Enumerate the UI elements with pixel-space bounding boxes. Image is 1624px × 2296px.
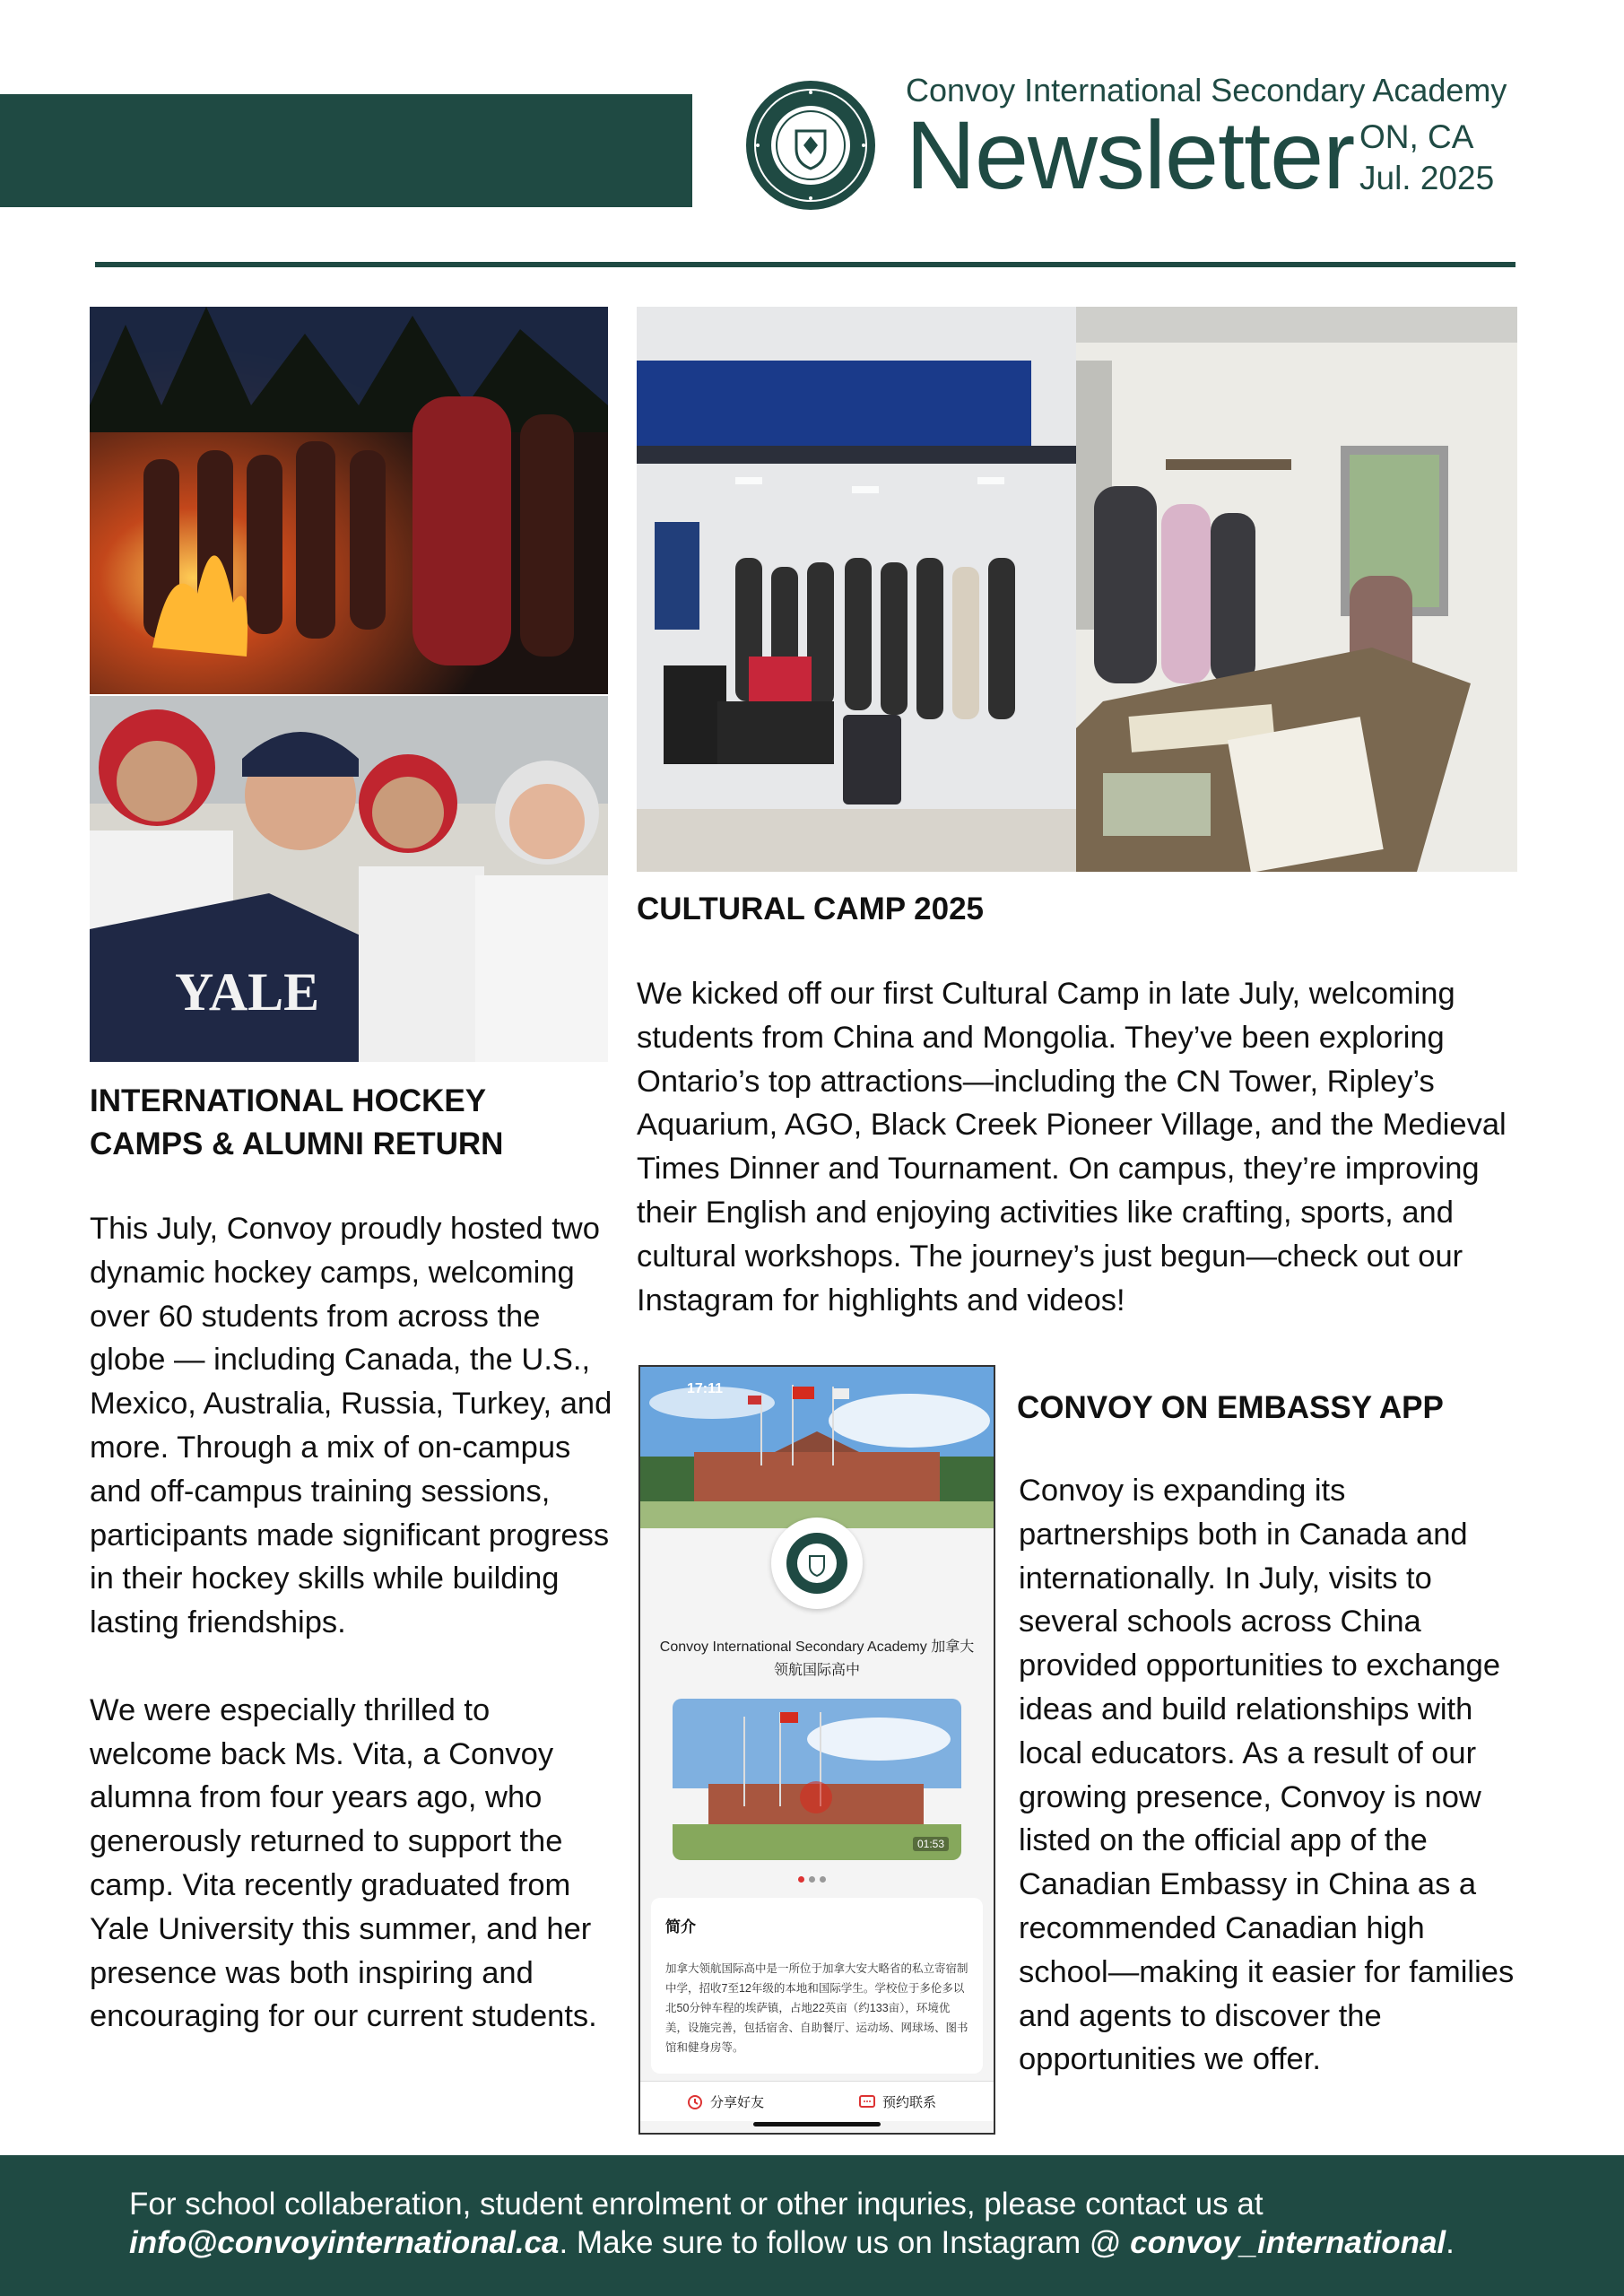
share-button[interactable] [687, 2092, 764, 2111]
footer-text-middle: . Make sure to follow us on Instagram @ [559, 2225, 1131, 2260]
hockey-paragraph-1: This July, Convoy proudly hosted two dynamic hockey camps, welcoming over 60 students from across the globe — including Canada, the U.S., Mexico, Australia, Russia, Turkey, and more. Through a mix of on-campus and off-campus training sessions, participants made significant progress in their hockey skills while building lasting friendships. [90, 1212, 612, 1640]
app-action-bar [640, 2081, 994, 2121]
carousel-dots [798, 1871, 830, 1887]
status-time: 17:11 [687, 1381, 724, 1396]
chat-icon [859, 2094, 875, 2110]
airport-group-photo [637, 307, 1076, 872]
issue-date: Jul. 2025 [1359, 160, 1495, 196]
school-name: Convoy International Secondary Academy [906, 72, 1507, 109]
intro-card [651, 1898, 983, 2074]
hockey-selfie-photo [90, 696, 608, 1062]
embassy-app-screenshot [638, 1365, 995, 2135]
share-label: 分享好友 [710, 2095, 765, 2110]
app-school-logo [771, 1518, 863, 1609]
embassy-body [1019, 1469, 1521, 2126]
footer-text-end: . [1446, 2225, 1455, 2260]
footer-contact-text [129, 2185, 1510, 2262]
cultural-body [637, 972, 1519, 1366]
cultural-heading: CULTURAL CAMP 2025 [637, 891, 985, 926]
school-seal-logo [744, 79, 877, 212]
share-icon [687, 2094, 703, 2110]
header-bar [0, 94, 692, 207]
embassy-heading: CONVOY ON EMBASSY APP [1017, 1390, 1444, 1425]
pioneer-village-photo [1076, 307, 1517, 872]
location: ON, CA [1359, 118, 1474, 155]
footer-text-intro: For school collaberation, student enrolment or other inquries, please contact us at [129, 2187, 1264, 2222]
campfire-photo [90, 307, 608, 694]
hockey-heading-line1: INTERNATIONAL HOCKEY [90, 1083, 487, 1118]
location-date [1359, 117, 1494, 199]
cultural-paragraph: We kicked off our first Cultural Camp in late July, welcoming students from China and Mongolia. They’ve been exploring Ontario’s top attractions—including the CN Tower, Ripley’s Aquarium, AGO, Black Creek Pioneer Village, and the Medieval Times Dinner and Tournament. On campus, they’re improving their English and enjoying activities like crafting, sports, and cultural workshops. The journey’s just begun—check out our Instagram for highlights and videos! [637, 977, 1507, 1318]
app-video-thumbnail[interactable] [673, 1699, 961, 1860]
embassy-paragraph: Convoy is expanding its partnerships both in Canada and internationally. In July, visits to several schools across China provided opportunities to exchange ideas and build relationships with local educators. As a result of our growing presence, Convoy is now listed on the official app of the Canadian Embassy in China as a recommended Canadian high school—making it easier for families and agents to discover the opportunities we offer. [1019, 1474, 1515, 2077]
home-indicator [753, 2122, 881, 2126]
contact-label: 预约联系 [882, 2095, 937, 2110]
hockey-paragraph-2: We were especially thrilled to welcome back Ms. Vita, a Convoy alumna from four years ago, who generously returned to support the camp. Vita recently graduated from Yale University this summer, and her presence was both inspiring and encouraging for our current students. [90, 1692, 597, 2034]
instagram-handle-link[interactable]: convoy_international [1130, 2225, 1446, 2260]
newsletter-title: Newsletter [906, 100, 1355, 209]
hockey-heading [90, 1080, 610, 1166]
contact-email-link[interactable]: info@convoyinternational.ca [129, 2225, 560, 2260]
video-duration: 01:53 [913, 1837, 949, 1851]
intro-text: 加拿大领航国际高中是一所位于加拿大安大略省的私立寄宿制中学，招收7至12年级的本地和国际学生。学校位于多伦多以北50分钟车程的埃萨镇，占地22英亩（约133亩），环境优美，设施完善，包括宿舍、自助餐厅、运动场、网球场、图书馆和健身房等。 [665, 1962, 968, 2054]
svg-text:YALE: YALE [175, 962, 320, 1022]
hockey-body [90, 1207, 619, 2083]
contact-button[interactable] [859, 2092, 936, 2111]
header-divider [95, 262, 1515, 267]
app-school-name: Convoy International Secondary Academy 加拿大领航国际高中 [659, 1639, 975, 1678]
intro-heading: 简介 [665, 1918, 696, 1935]
hockey-heading-line2: CAMPS & ALUMNI RETURN [90, 1126, 504, 1161]
